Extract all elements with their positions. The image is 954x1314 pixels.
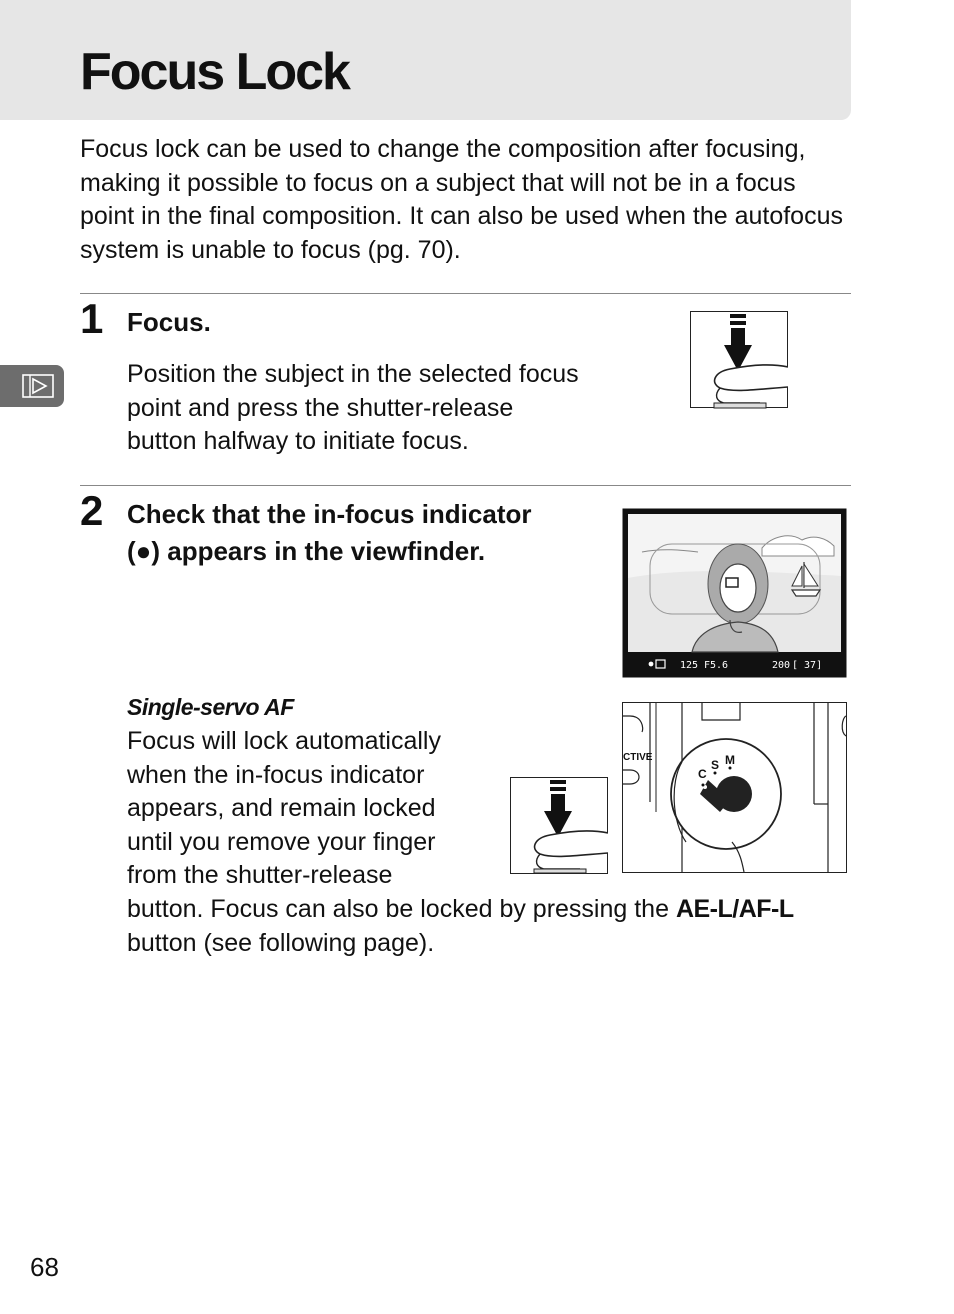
dial-c-label: C: [698, 767, 707, 781]
half-press-illustration: [690, 311, 788, 409]
step2-line: from the shutter-release: [127, 861, 393, 890]
step2-line: button (see following page).: [127, 928, 435, 957]
focus-mode-dial-illustration: [622, 702, 847, 873]
ae-af-lock-button-name: AE-L/AF-L: [675, 894, 794, 923]
dial-m-label: M: [725, 753, 735, 767]
viewfinder-illustration: [622, 508, 847, 678]
step2-line: until you remove your finger: [127, 827, 436, 856]
step2-line-tail: button. Focus can also be locked by pressing the AE-L/AF-L: [127, 894, 794, 923]
movie-play-icon: [0, 365, 64, 407]
step2-heading-line: Check that the in-focus indicator: [127, 499, 532, 529]
step1-line: point and press the shutter-release: [127, 393, 514, 422]
section-tab: [0, 365, 64, 407]
step1-heading: Focus.: [127, 307, 211, 337]
dial-s-label: S: [711, 758, 720, 772]
step2-heading: [127, 496, 532, 570]
step1-line: button halfway to initiate focus.: [127, 427, 469, 456]
page-title: Focus Lock: [80, 43, 349, 101]
step1-divider: [80, 293, 851, 294]
step1-line: Position the subject in the selected focus: [127, 360, 579, 388]
intro-paragraph: Focus lock can be used to change the composition after focusing, making it possible to focus on a subject that will not be in a focus point in the final composition. It can also be used when the autofocus system is unable to focus (pg. 70).: [80, 135, 843, 264]
step2-divider: [80, 485, 851, 486]
step2-line: when the in-focus indicator: [127, 760, 425, 789]
shutter-readout: 125: [680, 660, 699, 671]
step2-line: Focus will lock automatically: [127, 727, 441, 755]
in-focus-indicator-icon: [649, 662, 654, 667]
half-press-illustration-2: [510, 777, 608, 874]
step1-body: [127, 358, 579, 459]
step2-line: appears, and remain locked: [127, 794, 436, 823]
single-servo-subheading: Single-servo AF: [127, 694, 294, 720]
side-label: CTIVE: [623, 752, 653, 763]
aperture-readout: F5.6: [704, 660, 729, 671]
frames-readout: [ 37]: [792, 660, 823, 671]
step2-number: 2: [80, 487, 104, 534]
iso-readout: 200: [772, 660, 791, 671]
step1-number: 1: [80, 295, 104, 342]
page-number: 68: [30, 1252, 59, 1282]
step2-heading-line: (●) appears in the viewfinder.: [127, 536, 486, 566]
